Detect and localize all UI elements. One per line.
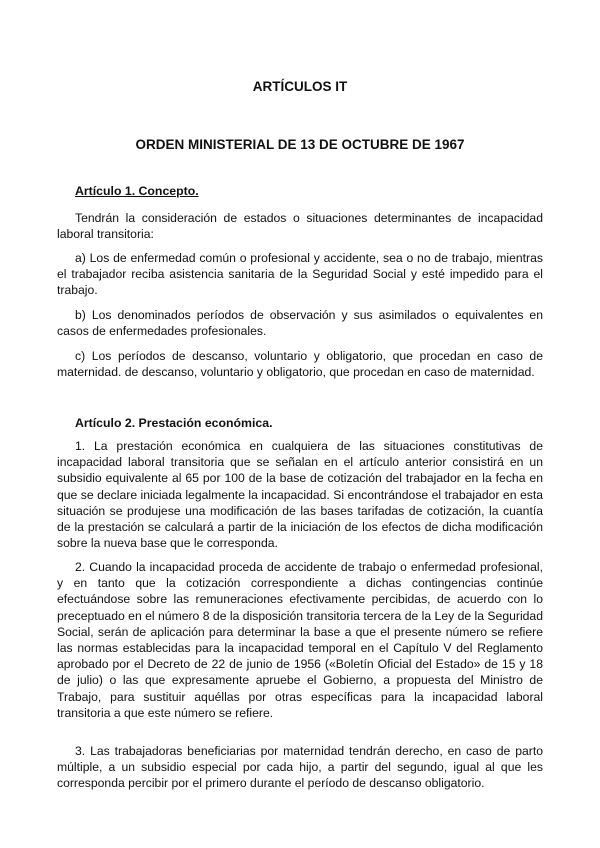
article-1-paragraph-c: c) Los períodos de descanso, voluntario y obligatorio, que procedan en caso de maternidad. de descanso, voluntario y obligatorio, que procedan en caso de maternidad. [57,349,543,380]
article-1-heading: Artículo 1. Concepto. [75,184,199,198]
article-2-paragraph-3: 3. Las trabajadoras beneficiarias por maternidad tendrán derecho, en caso de parto múltiple, a un subsidio especial por cada hijo, a partir del segundo, igual al que les corresponda percibir por el primero durante el período de descanso obligatorio. [57,744,543,791]
article-2-heading: Artículo 2. Prestación económica. [75,416,273,430]
article-1-paragraph-b: b) Los denominados períodos de observación y sus asimilados o equivalentes en casos de enfermedades profesionales. [57,308,543,339]
article-2-paragraph-2: 2. Cuando la incapacidad proceda de accidente de trabajo o enfermedad profesional, y en tanto que la cotización correspondiente a dichas contingencias continúe efectuándose sobre las remuneraciones efectivamente percibidas, de acuerdo con lo preceptuado en el número 8 de la disposición transitoria tercera de la Ley de la Seguridad Social, serán de aplicación para determinar la base a que el presente número se refiere las normas establecidas para la incapacidad temporal en el Capítulo V del Reglamento aprobado por el Decreto de 22 de junio de 1956 («Boletín Oficial del Estado» de 15 y 18 de julio) o las que expresamente apruebe el Gobierno, a propuesta del Ministro de Trabajo, para sustituir aquéllas por otras específicas para la incapacidad laboral transitoria a que este número se refiere. [57,560,543,720]
article-1-paragraph-intro: Tendrán la consideración de estados o situaciones determinantes de incapacidad laboral transitoria: [57,211,543,242]
article-1-paragraph-a: a) Los de enfermedad común o profesional y accidente, sea o no de trabajo, mientras el trabajador reciba asistencia sanitaria de la Seguridad Social y esté impedido para el trabajo. [57,251,543,298]
document-subtitle: ORDEN MINISTERIAL DE 13 DE OCTUBRE DE 1967 [135,137,465,152]
document-title: ARTÍCULOS IT [252,79,348,94]
article-2-paragraph-1: 1. La prestación económica en cualquiera de las situaciones constitutivas de incapacidad laboral transitoria que se señalan en el artículo anterior consistirá en un subsidio equivalente al 65 por 100 de la base de cotización del trabajador en la fecha en que se declare iniciada legalmente la incapacidad. Si encontrándose el trabajador en esta situación se produjese una modificación de las bases tarifadas de cotización, la cuantía de la prestación se calculará a partir de la iniciación de los efectos de dicha modificación sobre la nueva base que le corresponda. [57,439,543,551]
